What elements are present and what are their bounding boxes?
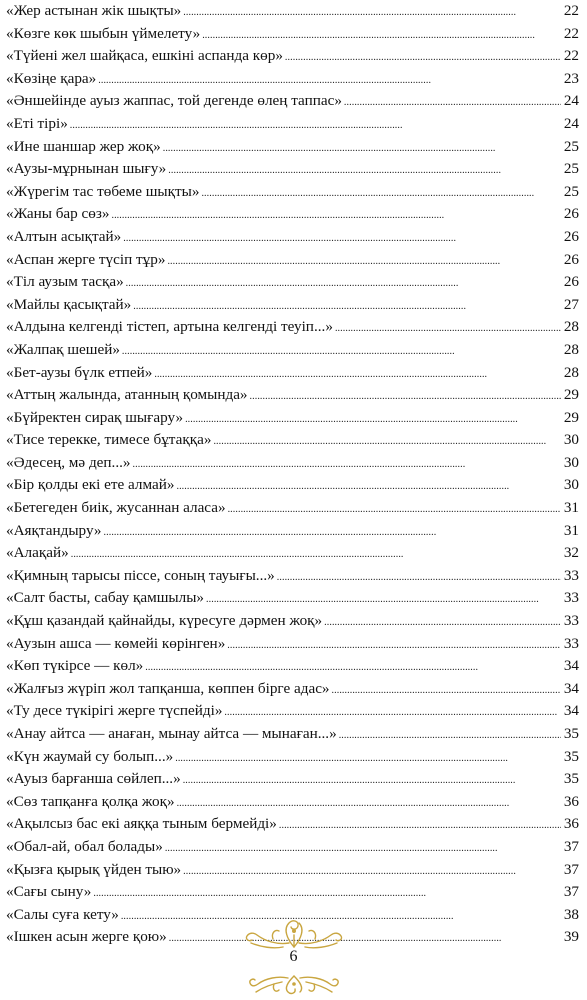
- toc-dot-leader: [145, 655, 561, 680]
- toc-entry-page: 36: [563, 792, 579, 810]
- toc-entry-title: «Аспан жерге түсіп тұр»: [6, 250, 166, 268]
- toc-entry-title: «Аттың жалында, атанның қомында»: [6, 386, 248, 404]
- page-number: 6: [289, 948, 298, 965]
- toc-entry: [6, 881, 579, 904]
- toc-entry: [6, 407, 579, 430]
- toc-entry: [6, 633, 579, 656]
- toc-entry: [6, 203, 579, 226]
- toc-entry-title: «Анау айтса — анаған, мынау айтса — мынаған...»: [6, 725, 337, 742]
- toc-entry: [6, 90, 579, 113]
- toc-entry: [6, 136, 579, 159]
- toc-entry-title: «Бір қолды екі ете алмай»: [6, 476, 175, 494]
- toc-dot-leader: [344, 90, 561, 115]
- toc-entry: [6, 158, 579, 181]
- toc-dot-leader: [227, 633, 561, 658]
- toc-entry: [6, 113, 579, 136]
- toc-entry-page: 34: [563, 702, 579, 720]
- toc-entry-title: «Сағы сыну»: [6, 883, 92, 901]
- toc-dot-leader: [163, 136, 561, 161]
- toc-entry-title: «Түйені жел шайқаса, ешкіні аспанда көр»: [6, 47, 283, 65]
- ornament-top-icon: [243, 917, 345, 951]
- toc-entry-title: «Қимның тарысы піссе, соның тауығы...»: [6, 566, 275, 584]
- toc-dot-leader: [123, 226, 561, 251]
- toc-dot-leader: [71, 542, 561, 567]
- toc-entry-page: 34: [563, 657, 579, 675]
- toc-dot-leader: [175, 746, 561, 771]
- toc-entry-page: 37: [563, 860, 579, 878]
- toc-entry: [6, 0, 579, 23]
- toc-entry-title: «Көзге көк шыбын үймелету»: [6, 24, 201, 42]
- toc-entry-title: «Алтын асықтай»: [6, 227, 122, 245]
- toc-entry: [6, 700, 579, 723]
- toc-dot-leader: [183, 0, 561, 25]
- toc-entry: [6, 68, 579, 91]
- toc-entry: [6, 339, 579, 362]
- toc-entry-title: «Күн жаумай су болып...»: [6, 747, 174, 765]
- toc-entry-title: «Аузы-мұрнынан шығу»: [6, 160, 167, 178]
- toc-entry-title: «Салт басты, сабау қамшылы»: [6, 589, 205, 607]
- toc-entry-page: 26: [563, 250, 579, 268]
- toc-entry-page: 27: [563, 295, 579, 313]
- toc-entry-page: 33: [563, 634, 579, 652]
- toc-dot-leader: [224, 700, 561, 725]
- toc-dot-leader: [335, 316, 561, 341]
- toc-entry-title: «Ішкен асын жерге қою»: [6, 928, 167, 946]
- toc-dot-leader: [201, 181, 561, 206]
- toc-entry: [6, 768, 579, 791]
- toc-entry-page: 28: [563, 363, 579, 381]
- toc-entry-title: «Қызға қырық үйден тыю»: [6, 860, 182, 878]
- toc-entry-title: «Жер астынан жік шықты»: [6, 2, 182, 19]
- toc-entry-title: «Бетегеден биік, жусаннан аласа»: [6, 499, 226, 517]
- toc-entry: [6, 362, 579, 385]
- toc-entry: [6, 813, 579, 836]
- toc-entry-page: 30: [563, 476, 579, 494]
- toc-entry: [6, 181, 579, 204]
- toc-entry: [6, 474, 579, 497]
- toc-entry-page: 33: [563, 612, 579, 630]
- toc-dot-leader: [133, 452, 561, 477]
- toc-entry: [6, 497, 579, 520]
- table-of-contents: [6, 0, 579, 949]
- toc-dot-leader: [183, 859, 561, 884]
- toc-dot-leader: [332, 678, 561, 703]
- toc-entry: [6, 226, 579, 249]
- toc-dot-leader: [165, 836, 561, 861]
- toc-entry-page: 28: [563, 318, 579, 336]
- toc-entry-page: 30: [563, 453, 579, 471]
- toc-entry-title: «Алдына келгенді тістеп, артына келгенді теуіп...»: [6, 318, 333, 336]
- toc-entry-page: 37: [563, 883, 579, 901]
- toc-entry-title: «Құш қазандай қайнайды, күресуге дәрмен жоқ»: [6, 612, 323, 630]
- toc-entry-page: 35: [563, 725, 579, 742]
- toc-entry-page: 33: [563, 589, 579, 607]
- toc-dot-leader: [228, 497, 561, 522]
- toc-entry-page: 32: [563, 544, 579, 562]
- toc-entry-page: 25: [563, 182, 579, 200]
- toc-entry: [6, 655, 579, 678]
- toc-entry-page: 29: [563, 386, 579, 404]
- toc-entry-title: «Аяқтандыру»: [6, 521, 102, 539]
- toc-entry-title: «Ту десе түкірігі жерге түспейді»: [6, 702, 223, 720]
- toc-entry-page: 33: [563, 566, 579, 584]
- toc-entry: [6, 45, 579, 68]
- toc-dot-leader: [167, 249, 561, 274]
- toc-entry: [6, 429, 579, 452]
- toc-dot-leader: [185, 407, 561, 432]
- toc-dot-leader: [122, 339, 561, 364]
- toc-dot-leader: [154, 362, 561, 387]
- toc-entry-title: «Еті тірі»: [6, 114, 68, 132]
- toc-entry-title: «Сөз тапқанға қолқа жоқ»: [6, 792, 175, 810]
- toc-dot-leader: [133, 294, 561, 319]
- toc-entry-title: «Жалпақ шешей»: [6, 340, 120, 358]
- toc-entry-page: 35: [563, 747, 579, 765]
- toc-dot-leader: [70, 113, 561, 138]
- toc-dot-leader: [206, 587, 561, 612]
- toc-entry-page: 38: [563, 905, 579, 923]
- toc-entry-title: «Көп түкірсе — көл»: [6, 657, 144, 675]
- toc-entry-title: «Тіл аузым тасқа»: [6, 273, 124, 291]
- toc-entry: [6, 23, 579, 46]
- toc-entry: [6, 520, 579, 543]
- toc-entry-title: «Жаны бар сөз»: [6, 205, 110, 223]
- toc-entry: [6, 249, 579, 272]
- toc-entry: [6, 723, 579, 746]
- toc-entry-page: 31: [563, 521, 579, 539]
- toc-dot-leader: [183, 768, 561, 793]
- toc-entry: [6, 452, 579, 475]
- toc-entry-title: «Аузын ашса — көмейі көрінген»: [6, 634, 226, 652]
- toc-entry-page: 26: [563, 227, 579, 245]
- toc-entry-page: 34: [563, 679, 579, 697]
- toc-entry-title: «Әншейінде ауыз жаппас, той дегенде өлең таппас»: [6, 92, 342, 110]
- toc-entry: [6, 836, 579, 859]
- toc-entry-page: 30: [563, 431, 579, 449]
- toc-entry-page: 23: [563, 69, 579, 87]
- toc-dot-leader: [324, 610, 561, 635]
- toc-dot-leader: [213, 429, 561, 454]
- toc-entry-title: «Алақай»: [6, 544, 69, 562]
- toc-entry-page: 39: [563, 928, 579, 946]
- toc-entry-page: 35: [563, 770, 579, 788]
- toc-dot-leader: [279, 813, 561, 838]
- toc-entry: [6, 791, 579, 814]
- toc-entry-page: 28: [563, 340, 579, 358]
- toc-entry-title: «Ине шаншар жер жоқ»: [6, 137, 161, 155]
- toc-entry: [6, 587, 579, 610]
- toc-dot-leader: [277, 565, 561, 590]
- toc-entry-page: 26: [563, 273, 579, 291]
- toc-entry: [6, 746, 579, 769]
- toc-dot-leader: [285, 45, 561, 70]
- toc-entry: [6, 294, 579, 317]
- toc-entry-title: «Ақылсыз бас екі аяққа тыным бермейді»: [6, 815, 277, 833]
- toc-entry-title: «Әдесең, мә деп...»: [6, 453, 131, 471]
- toc-dot-leader: [111, 203, 561, 228]
- toc-entry-title: «Бүйректен сирақ шығару»: [6, 408, 184, 426]
- toc-entry-page: 37: [563, 837, 579, 855]
- toc-entry: [6, 859, 579, 882]
- toc-entry-page: 31: [563, 499, 579, 517]
- toc-dot-leader: [177, 791, 561, 816]
- toc-entry: [6, 610, 579, 633]
- toc-entry-page: 25: [563, 160, 579, 178]
- toc-entry-title: «Обал-ай, обал болады»: [6, 837, 163, 855]
- toc-dot-leader: [202, 23, 561, 48]
- toc-dot-leader: [93, 881, 561, 906]
- toc-entry-page: 22: [563, 47, 579, 65]
- toc-entry: [6, 542, 579, 565]
- toc-entry: [6, 316, 579, 339]
- toc-entry: [6, 565, 579, 588]
- toc-entry-page: 24: [563, 114, 579, 132]
- toc-entry: [6, 678, 579, 701]
- toc-entry-page: 29: [563, 408, 579, 426]
- toc-entry-page: 22: [563, 24, 579, 42]
- toc-entry-title: «Салы суға кету»: [6, 905, 119, 923]
- toc-entry-title: «Майлы қасықтай»: [6, 295, 132, 313]
- toc-entry-title: «Тисе терекке, тимесе бұтаққа»: [6, 431, 212, 449]
- toc-entry: [6, 271, 579, 294]
- toc-dot-leader: [126, 271, 561, 296]
- toc-dot-leader: [250, 384, 561, 409]
- toc-entry: [6, 384, 579, 407]
- toc-entry-page: 26: [563, 205, 579, 223]
- toc-entry-title: «Көзіңе қара»: [6, 69, 97, 87]
- toc-entry-page: 25: [563, 137, 579, 155]
- toc-entry-page: 36: [563, 815, 579, 833]
- toc-entry-title: «Бет-аузы бүлк етпей»: [6, 363, 153, 381]
- toc-entry-page: 22: [563, 2, 579, 19]
- toc-entry-title: «Жүрегім тас төбеме шықты»: [6, 182, 200, 200]
- toc-dot-leader: [176, 474, 561, 499]
- toc-entry-title: «Ауыз барғанша сөйлеп...»: [6, 770, 181, 788]
- toc-dot-leader: [339, 723, 561, 748]
- toc-dot-leader: [104, 520, 561, 545]
- toc-entry-title: «Жалғыз жүріп жол тапқанша, көппен бірге адас»: [6, 679, 330, 697]
- toc-dot-leader: [168, 158, 561, 183]
- toc-dot-leader: [98, 68, 561, 93]
- ornament-bottom-icon: [248, 972, 340, 996]
- toc-entry-page: 24: [563, 92, 579, 110]
